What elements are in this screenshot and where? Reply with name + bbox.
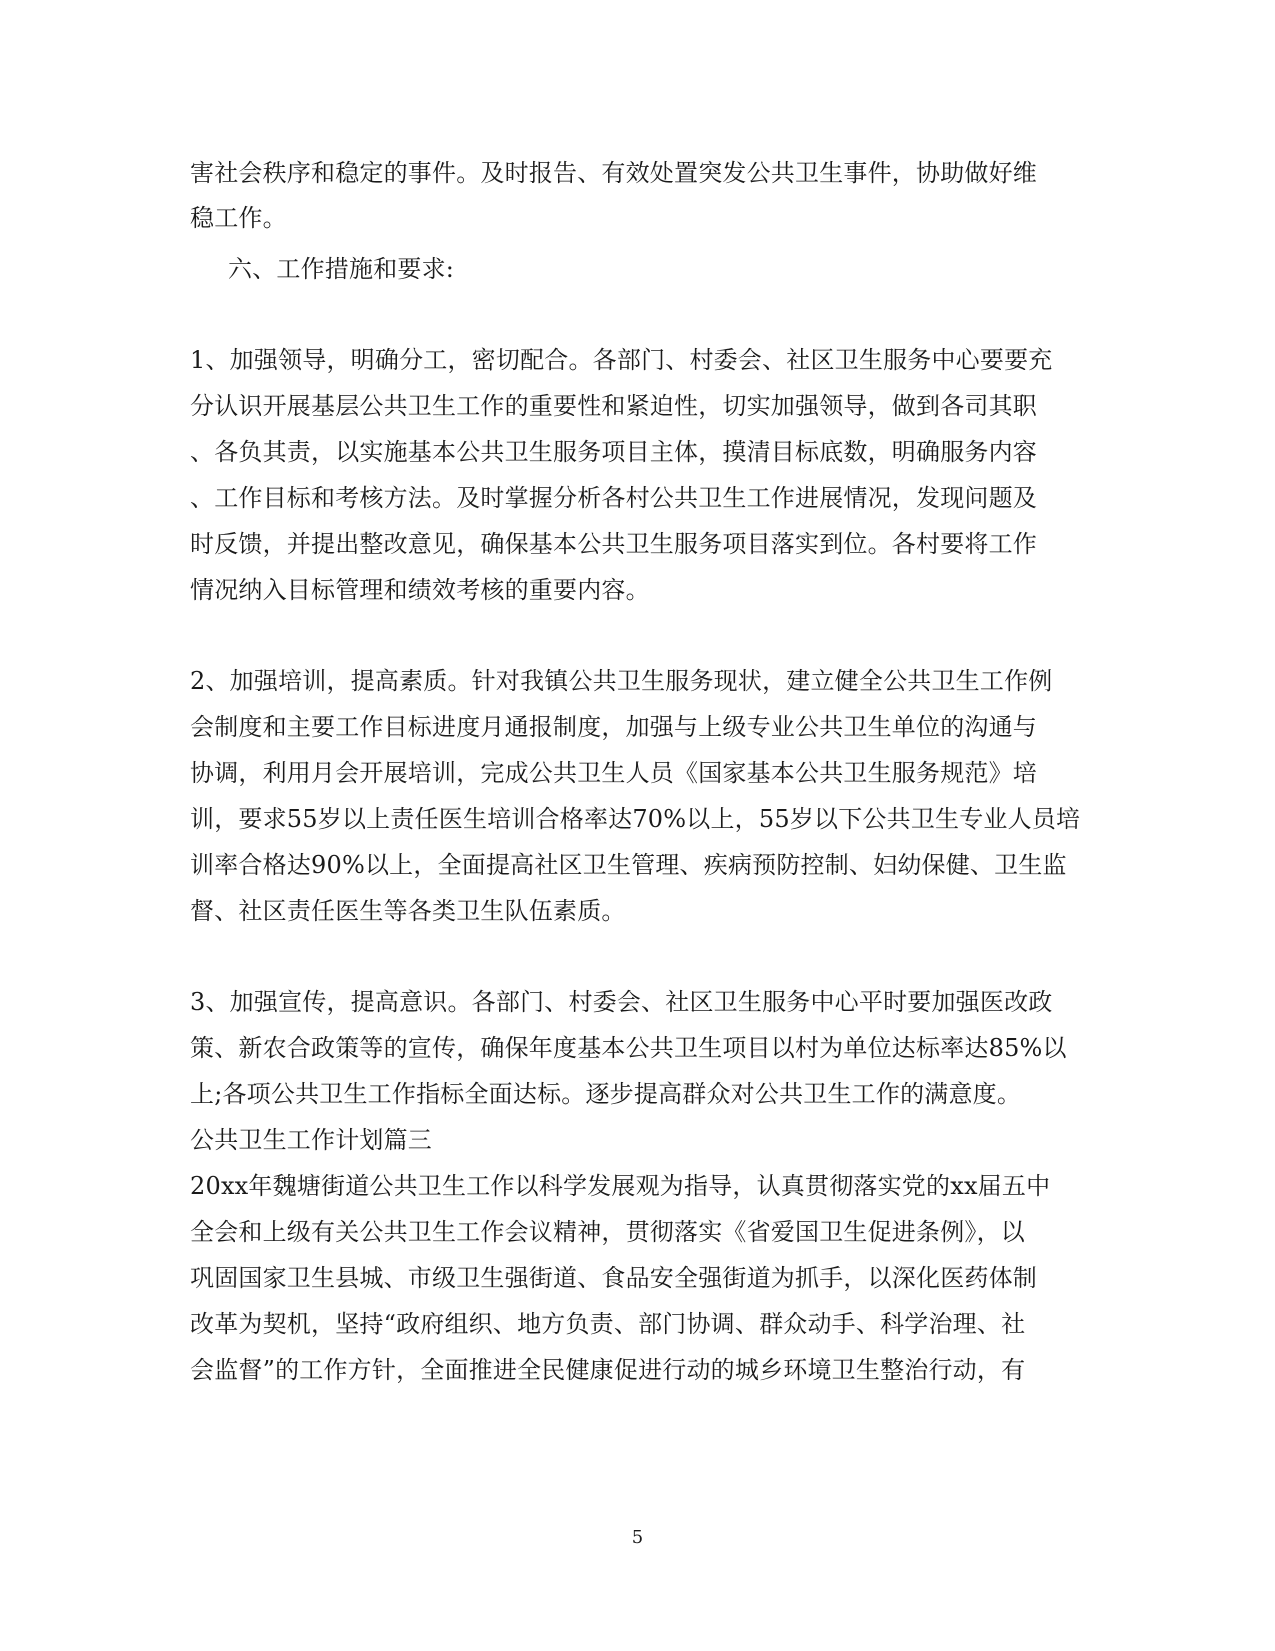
text-line: 害社会秩序和稳定的事件。及时报告、有效处置突发公共卫生事件，协助做好维	[190, 159, 1037, 187]
text-line: 时反馈，并提出整改意见，确保基本公共卫生服务项目落实到位。各村要将工作	[190, 530, 1037, 558]
section-title: 公共卫生工作计划篇三	[190, 1126, 432, 1154]
page-number: 5	[631, 1527, 644, 1548]
text-line: 3、加强宣传，提高意识。各部门、村委会、社区卫生服务中心平时要加强医改政	[190, 988, 1053, 1016]
text-line: 训，要求55岁以上责任医生培训合格率达70%以上，55岁以下公共卫生专业人员培	[190, 805, 1081, 833]
text-line: 会监督”的工作方针，全面推进全民健康促进行动的城乡环境卫生整治行动，有	[190, 1356, 1026, 1384]
text-line: 、工作目标和考核方法。及时掌握分析各村公共卫生工作进展情况，发现问题及	[190, 484, 1037, 512]
text-line: 稳工作。	[190, 204, 287, 232]
text-line: 巩固国家卫生县城、市级卫生强街道、食品安全强街道为抓手，以深化医药体制	[190, 1264, 1037, 1292]
text-line: 情况纳入目标管理和绩效考核的重要内容。	[190, 576, 650, 604]
text-line: 20xx年魏塘街道公共卫生工作以科学发展观为指导，认真贯彻落实党的xx届五中	[190, 1172, 1051, 1200]
text-line: 训率合格达90%以上，全面提高社区卫生管理、疾病预防控制、妇幼保健、卫生监	[190, 851, 1067, 879]
section-heading: 六、工作措施和要求:	[228, 255, 455, 283]
text-line: 2、加强培训，提高素质。针对我镇公共卫生服务现状，建立健全公共卫生工作例	[190, 667, 1053, 695]
text-line: 改革为契机，坚持“政府组织、地方负责、部门协调、群众动手、科学治理、社	[190, 1310, 1026, 1338]
text-line: 全会和上级有关公共卫生工作会议精神，贯彻落实《省爱国卫生促进条例》，以	[190, 1218, 1025, 1246]
text-line: 1、加强领导，明确分工，密切配合。各部门、村委会、社区卫生服务中心要要充	[190, 346, 1053, 374]
text-line: 督、社区责任医生等各类卫生队伍素质。	[190, 897, 626, 925]
text-line: 协调，利用月会开展培训，完成公共卫生人员《国家基本公共卫生服务规范》培	[190, 759, 1037, 787]
text-line: 、各负其责，以实施基本公共卫生服务项目主体，摸清目标底数，明确服务内容	[190, 438, 1037, 466]
text-line: 会制度和主要工作目标进度月通报制度，加强与上级专业公共卫生单位的沟通与	[190, 713, 1037, 741]
text-line: 策、新农合政策等的宣传，确保年度基本公共卫生项目以村为单位达标率达85%以	[190, 1034, 1067, 1062]
text-line: 上;各项公共卫生工作指标全面达标。逐步提高群众对公共卫生工作的满意度。	[190, 1080, 1022, 1108]
text-line: 分认识开展基层公共卫生工作的重要性和紧迫性，切实加强领导，做到各司其职	[190, 392, 1037, 420]
